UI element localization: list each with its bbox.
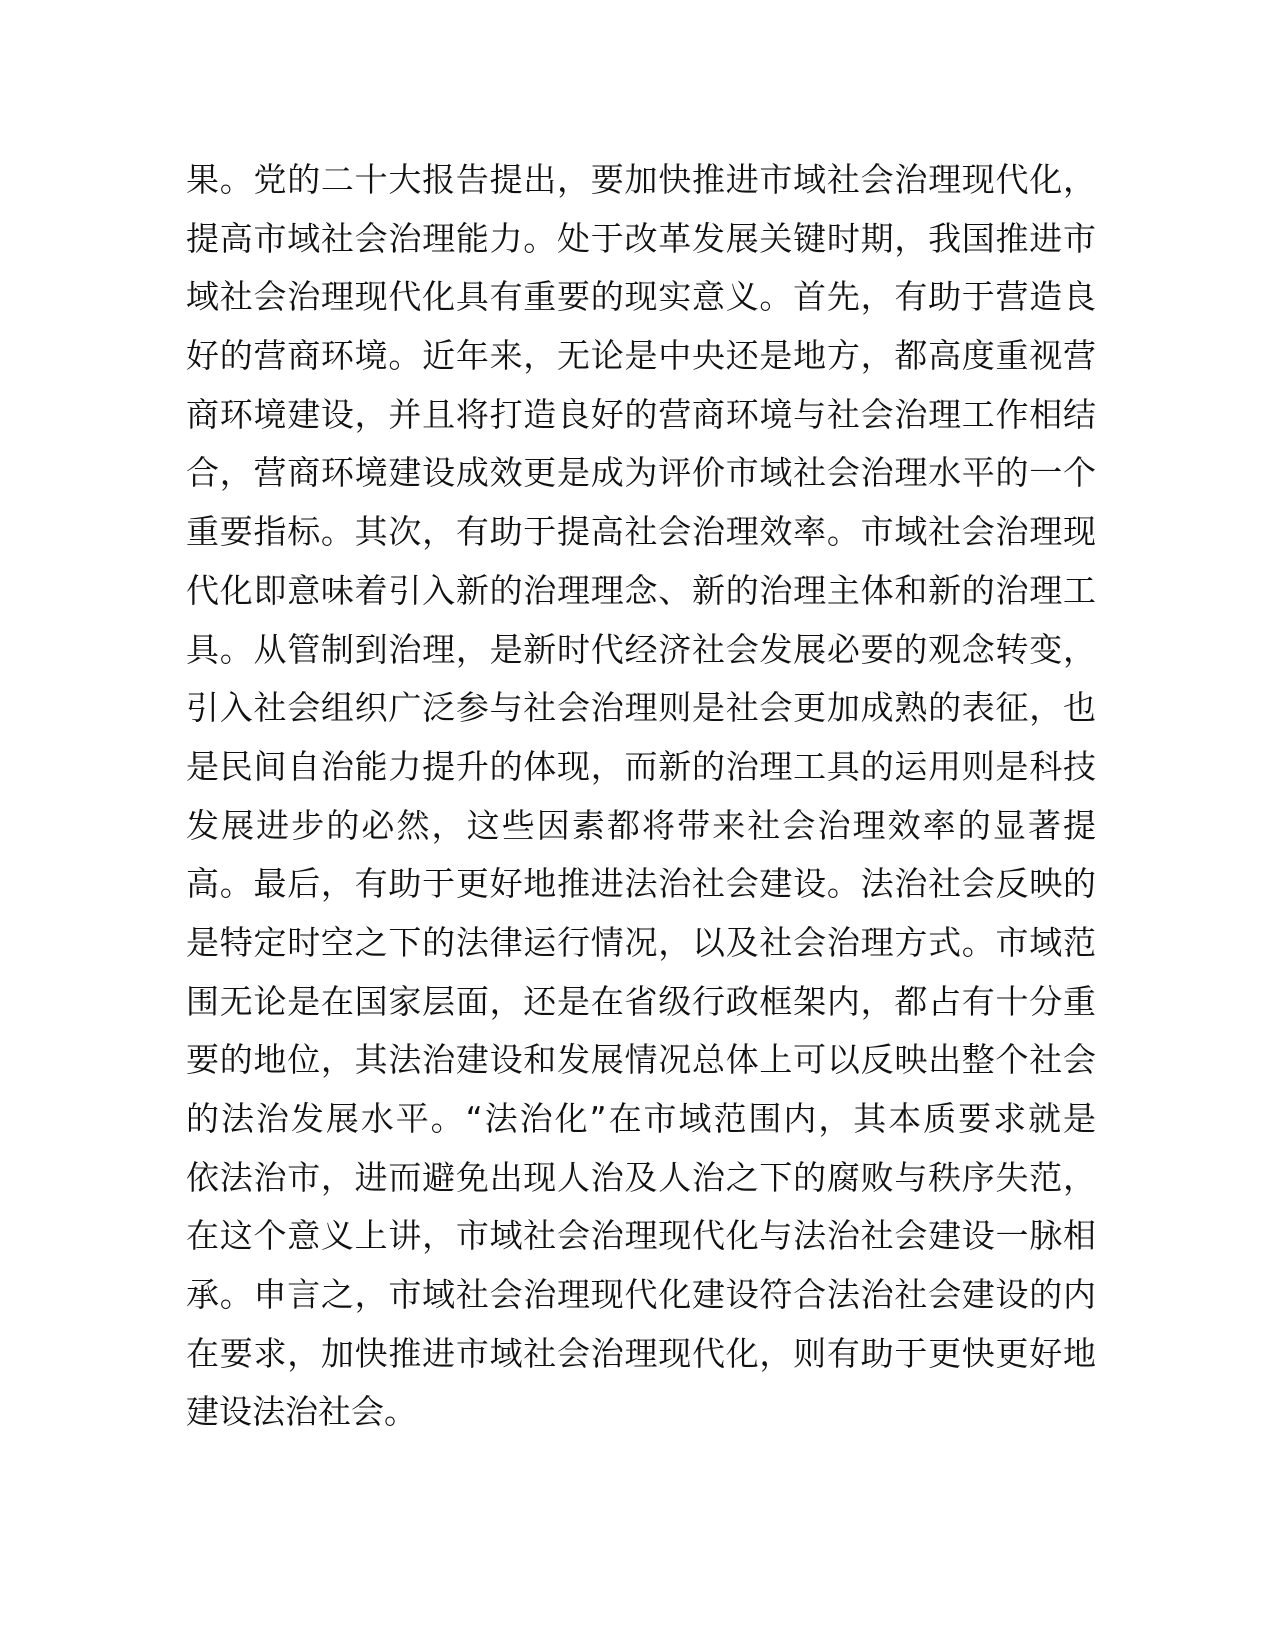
paragraph-line: 合，营商环境建设成效更是成为评价市域社会治理水平的一个 <box>186 453 1096 493</box>
paragraph-line: 商环境建设，并且将打造良好的营商环境与社会治理工作相结 <box>186 394 1096 434</box>
paragraph-line: 依法治市，进而避免出现人治及人治之下的腐败与秩序失范， <box>186 1157 1096 1197</box>
paragraph-line: 要的地位，其法治建设和发展情况总体上可以反映出整个社会 <box>186 1040 1096 1080</box>
paragraph-line: 承。申言之，市域社会治理现代化建设符合法治社会建设的内 <box>186 1275 1096 1315</box>
paragraph-line: 发展进步的必然，这些因素都将带来社会治理效率的显著提 <box>186 805 1096 845</box>
paragraph-line: 的法治发展水平。“法治化”在市域范围内，其本质要求就是 <box>186 1099 1096 1138</box>
paragraph-line: 提高市域社会治理能力。处于改革发展关键时期，我国推进市 <box>186 218 1096 258</box>
body-paragraph <box>186 151 1096 1442</box>
paragraph-line: 果。党的二十大报告提出，要加快推进市域社会治理现代化， <box>186 160 1096 199</box>
paragraph-line: 好的营商环境。近年来，无论是中央还是地方，都高度重视营 <box>186 336 1096 376</box>
paragraph-line: 代化即意味着引入新的治理理念、新的治理主体和新的治理工 <box>186 570 1096 610</box>
paragraph-line: 高。最后，有助于更好地推进法治社会建设。法治社会反映的 <box>186 864 1096 904</box>
paragraph-line: 具。从管制到治理，是新时代经济社会发展必要的观念转变， <box>186 629 1096 669</box>
paragraph-line: 是民间自治能力提升的体现，而新的治理工具的运用则是科技 <box>186 746 1096 786</box>
paragraph-line: 在这个意义上讲，市域社会治理现代化与法治社会建设一脉相 <box>186 1216 1096 1256</box>
paragraph-line: 域社会治理现代化具有重要的现实意义。首先，有助于营造良 <box>186 277 1096 317</box>
paragraph-line: 建设法治社会。 <box>186 1392 417 1432</box>
paragraph-line: 引入社会组织广泛参与社会治理则是社会更加成熟的表征，也 <box>186 688 1096 728</box>
paragraph-line: 是特定时空之下的法律运行情况，以及社会治理方式。市域范 <box>186 922 1096 962</box>
paragraph-line: 在要求，加快推进市域社会治理现代化，则有助于更快更好地 <box>186 1333 1096 1373</box>
paragraph-line: 重要指标。其次，有助于提高社会治理效率。市域社会治理现 <box>186 512 1096 552</box>
paragraph-line: 围无论是在国家层面，还是在省级行政框架内，都占有十分重 <box>186 981 1096 1021</box>
